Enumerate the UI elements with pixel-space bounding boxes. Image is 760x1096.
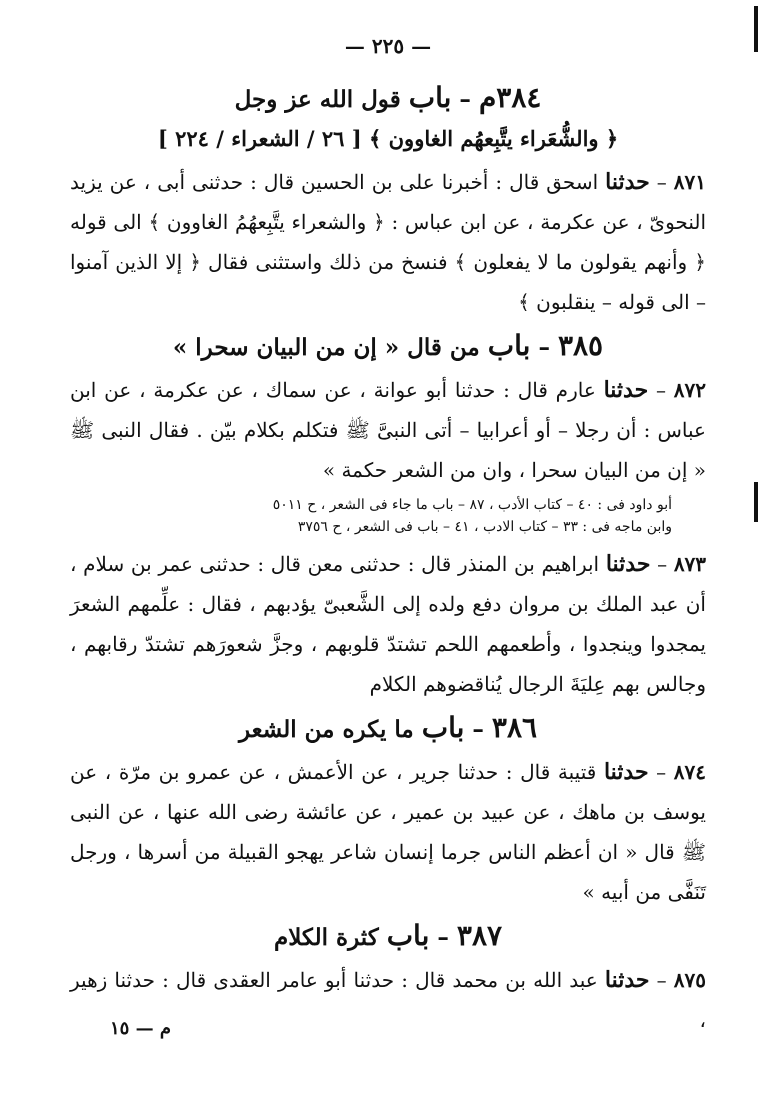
hadith-number: ٨٧٥: [673, 968, 707, 992]
chapter-verse: ﴿ والشُّعَراء يتَّبِعهُم الغاوون ﴾ [ ٢٦ / الشعراء / ٢٢٤ ]: [157, 126, 619, 151]
hadith-paragraph: ٨٧٥ – حدثنا عبد الله بن محمد قال : حدثنا أبو عامر العقدى قال : حدثنا زهير ،: [70, 967, 707, 1032]
chapter-label: باب: [487, 329, 531, 362]
chapter-heading: ٣٨٤م – باب قول الله عز وجل: [234, 81, 542, 114]
haddathana-word: حدثنا: [605, 551, 651, 577]
signature-mark: م — ١٥: [110, 1018, 172, 1039]
margin-rule: [754, 482, 758, 522]
haddathana-word: حدثنا: [605, 169, 650, 195]
hadith-text: عبد الله بن محمد قال : حدثنا أبو عامر العقدى قال : حدثنا زهير ،: [70, 968, 706, 1032]
chapter-heading: ٣٨٦ – باب ما يكره من الشعر: [238, 711, 538, 744]
haddathana-word: حدثنا: [604, 967, 650, 993]
chapter-heading: ٣٨٥ – باب من قال « إن من البيان سحرا »: [172, 329, 604, 362]
haddathana-word: حدثنا: [603, 759, 649, 785]
hadith-number: ٨٧٣: [673, 552, 707, 576]
chapter-heading: ٣٨٧ – باب كثرة الكلام: [273, 919, 503, 952]
chapter-title: قول الله عز وجل: [234, 86, 401, 113]
hadith-text: عارم قال : حدثنا أبو عوانة ، عن سماك ، عن عكرمة ، عن ابن عباس : أن رجلا – أو أعرابيا – أتى النبىَّ ﷺ فتكلم بكلام بيّن . فقال النبى ﷺ « إن من البيان سحرا ، وان من الشعر حكمة »: [70, 378, 706, 482]
chapter-number: ٣٨٤م: [478, 81, 542, 114]
hadith-paragraph: ٨٧٤ – حدثنا قتيبة قال : حدثنا جرير ، عن الأعمش ، عن عمرو بن مرّة ، عن يوسف بن ماهك ، عن عبيد بن عمير ، عن عائشة رضى الله عنها ، عن النبى ﷺ قال « ان أعظم الناس جرما إنسان شاعر يهجو القبيلة من أسرها ، ورجل تَنَفَّى من أبيه »: [70, 759, 707, 904]
hadith-paragraph: ٨٧٣ – حدثنا ابراهيم بن المنذر قال : حدثنى معن قال : حدثنى عمر بن سلام ، أن عبد الملك بن مروان دفع ولده إلى الشَّعبىّ يؤدبهم ، فقال : علِّمهم الشعرَ يمجدوا وينجدوا ، وأطعمهم اللحم تشتدّ قلوبهم ، وجزَّ شعورَهم تشتدّ رقابهم ، وجالس بهم عِليَةَ الرجال يُناقضوهم الكلام: [70, 551, 707, 696]
hadith-paragraph: ٨٧٢ – حدثنا عارم قال : حدثنا أبو عوانة ، عن سماك ، عن عكرمة ، عن ابن عباس : أن رجلا – أو أعرابيا – أتى النبىَّ ﷺ فتكلم بكلام بيّن . فقال النبى ﷺ « إن من البيان سحرا ، وان من الشعر حكمة »: [70, 377, 707, 482]
haddathana-word: حدثنا: [603, 377, 649, 403]
page-number: — ٢٢٥ —: [344, 34, 432, 58]
hadith-number: ٨٧١: [673, 170, 707, 194]
footnotes: [70, 494, 706, 538]
hadith-number: ٨٧٤: [673, 760, 707, 784]
chapter-number: ٣٨٦: [491, 711, 538, 744]
chapter-title: ما يكره من الشعر: [238, 716, 414, 743]
chapter-number: ٣٨٥: [557, 329, 604, 362]
margin-rule: [754, 6, 758, 52]
hadith-text: اسحق قال : أخبرنا على بن الحسين قال : حدثنى أبى ، عن يزيد النحوىّ ، عن عكرمة ، عن ابن عباس : ﴿ والشعراء يتَّبِعهُمُ الغاوون ﴾ الى قوله ﴿ وأنهم يقولون ما لا يفعلون ﴾ فنسخ من ذلك واستثنى فقال ﴿ إلا الذين آمنوا – الى قوله – ينقلبون ﴾: [70, 170, 706, 314]
document-page: [70, 34, 706, 1044]
hadith-text: ابراهيم بن المنذر قال : حدثنى معن قال : حدثنى عمر بن سلام ، أن عبد الملك بن مروان دفع ولده إلى الشَّعبىّ يؤدبهم ، فقال : علِّمهم الشعرَ يمجدوا وينجدوا ، وأطعمهم اللحم تشتدّ قلوبهم ، وجزَّ شعورَهم تشتدّ رقابهم ، وجالس بهم عِليَةَ الرجال يُناقضوهم الكلام: [70, 552, 706, 696]
footnote-line: وابن ماجه فى : ٣٣ – كتاب الادب ، ٤١ – باب فى الشعر ، ح ٣٧٥٦: [297, 519, 672, 535]
chapter-number: ٣٨٧: [456, 919, 503, 952]
footnote-line: أبو داود فى : ٤٠ – كتاب الأدب ، ٨٧ – باب ما جاء فى الشعر ، ح ٥٠١١: [272, 497, 672, 513]
chapter-title: من قال « إن من البيان سحرا »: [172, 334, 480, 361]
chapter-label: باب: [386, 919, 430, 952]
hadith-number: ٨٧٢: [673, 378, 707, 402]
chapter-label: باب: [421, 711, 465, 744]
chapter-label: باب: [408, 81, 452, 114]
hadith-paragraph: ٨٧١ – حدثنا اسحق قال : أخبرنا على بن الحسين قال : حدثنى أبى ، عن يزيد النحوىّ ، عن عكرمة ، عن ابن عباس : ﴿ والشعراء يتَّبِعهُمُ الغاوون ﴾ الى قوله ﴿ وأنهم يقولون ما لا يفعلون ﴾ فنسخ من ذلك واستثنى فقال ﴿ إلا الذين آمنوا – الى قوله – ينقلبون ﴾: [70, 169, 707, 314]
chapter-title: كثرة الكلام: [273, 924, 379, 951]
hadith-text: قتيبة قال : حدثنا جرير ، عن الأعمش ، عن عمرو بن مرّة ، عن يوسف بن ماهك ، عن عبيد بن عمير ، عن عائشة رضى الله عنها ، عن النبى ﷺ قال « ان أعظم الناس جرما إنسان شاعر يهجو القبيلة من أسرها ، ورجل تَنَفَّى من أبيه »: [70, 760, 706, 904]
